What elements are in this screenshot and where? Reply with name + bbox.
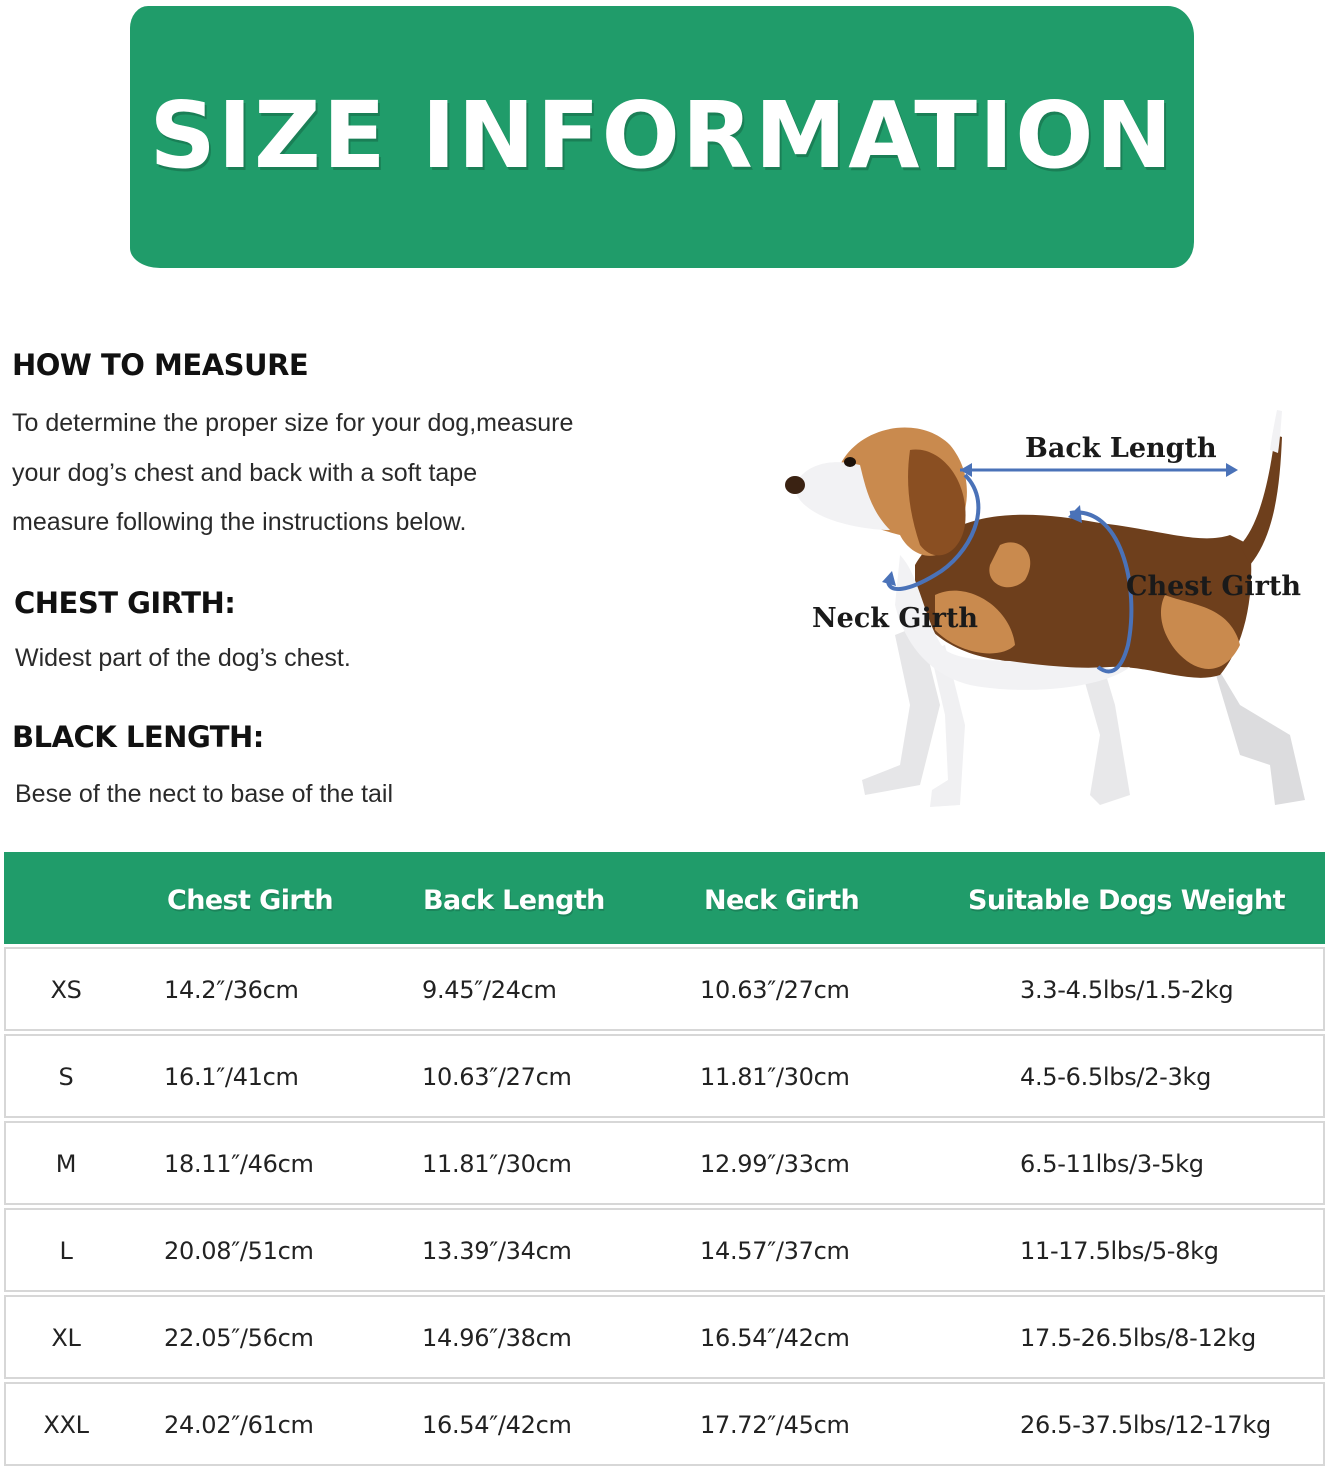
how-to-measure-line-1: To determine the proper size for your dog,measure — [12, 409, 574, 437]
chest-girth-text: Widest part of the dog’s chest. — [15, 644, 351, 672]
header-neck-girth: Neck Girth — [704, 885, 860, 916]
neck-girth-cell: 16.54″/42cm — [700, 1324, 850, 1352]
weight-cell: 6.5-11lbs/3-5kg — [1020, 1150, 1204, 1178]
back-length-cell: 9.45″/24cm — [422, 976, 557, 1004]
back-length-label: Back Length — [1025, 433, 1217, 464]
neck-girth-cell: 12.99″/33cm — [700, 1150, 850, 1178]
table-row — [4, 1382, 1325, 1466]
header-suitable-weight: Suitable Dogs Weight — [968, 885, 1285, 916]
back-length-cell: 10.63″/27cm — [422, 1063, 572, 1091]
back-length-cell: 16.54″/42cm — [422, 1411, 572, 1439]
chest-girth-cell: 24.02″/61cm — [164, 1411, 314, 1439]
dog-measurement-illustration — [770, 405, 1320, 825]
back-length-text: Bese of the nect to base of the tail — [15, 780, 394, 808]
neck-girth-cell: 17.72″/45cm — [700, 1411, 850, 1439]
table-row — [4, 1034, 1325, 1118]
table-row — [4, 1208, 1325, 1292]
chest-girth-cell: 18.11″/46cm — [164, 1150, 314, 1178]
back-length-cell: 14.96″/38cm — [422, 1324, 572, 1352]
size-cell: XXL — [43, 1411, 89, 1439]
chest-girth-cell: 20.08″/51cm — [164, 1237, 314, 1265]
page-title: SIZE INFORMATION — [149, 82, 1175, 189]
header-chest-girth: Chest Girth — [167, 885, 333, 916]
weight-cell: 3.3-4.5lbs/1.5-2kg — [1020, 976, 1234, 1004]
neck-girth-cell: 11.81″/30cm — [700, 1063, 850, 1091]
back-length-cell: 11.81″/30cm — [422, 1150, 572, 1178]
chest-girth-cell: 16.1″/41cm — [164, 1063, 299, 1091]
size-cell: L — [59, 1237, 73, 1265]
neck-girth-label: Neck Girth — [812, 603, 979, 634]
weight-cell: 17.5-26.5lbs/8-12kg — [1020, 1324, 1256, 1352]
table-row — [4, 1121, 1325, 1205]
table-row — [4, 1295, 1325, 1379]
title-banner — [130, 6, 1194, 268]
chest-girth-cell: 22.05″/56cm — [164, 1324, 314, 1352]
how-to-measure-line-3: measure following the instructions below. — [12, 508, 467, 536]
back-length-heading: BLACK LENGTH: — [12, 720, 264, 754]
table-row — [4, 947, 1325, 1031]
weight-cell: 11-17.5lbs/5-8kg — [1020, 1237, 1219, 1265]
back-length-cell: 13.39″/34cm — [422, 1237, 572, 1265]
size-cell: M — [55, 1150, 77, 1178]
size-cell: XL — [51, 1324, 81, 1352]
chest-girth-label: Chest Girth — [1126, 571, 1302, 602]
chest-girth-cell: 14.2″/36cm — [164, 976, 299, 1004]
neck-girth-cell: 14.57″/37cm — [700, 1237, 850, 1265]
table-header-row — [4, 852, 1325, 944]
how-to-measure-line-2: your dog’s chest and back with a soft tape — [12, 459, 478, 487]
chest-girth-heading: CHEST GIRTH: — [14, 586, 236, 620]
weight-cell: 26.5-37.5lbs/12-17kg — [1020, 1411, 1271, 1439]
size-cell: XS — [50, 976, 82, 1004]
weight-cell: 4.5-6.5lbs/2-3kg — [1020, 1063, 1212, 1091]
size-cell: S — [58, 1063, 74, 1091]
header-back-length: Back Length — [423, 885, 605, 916]
neck-girth-cell: 10.63″/27cm — [700, 976, 850, 1004]
how-to-measure-heading: HOW TO MEASURE — [12, 348, 309, 382]
